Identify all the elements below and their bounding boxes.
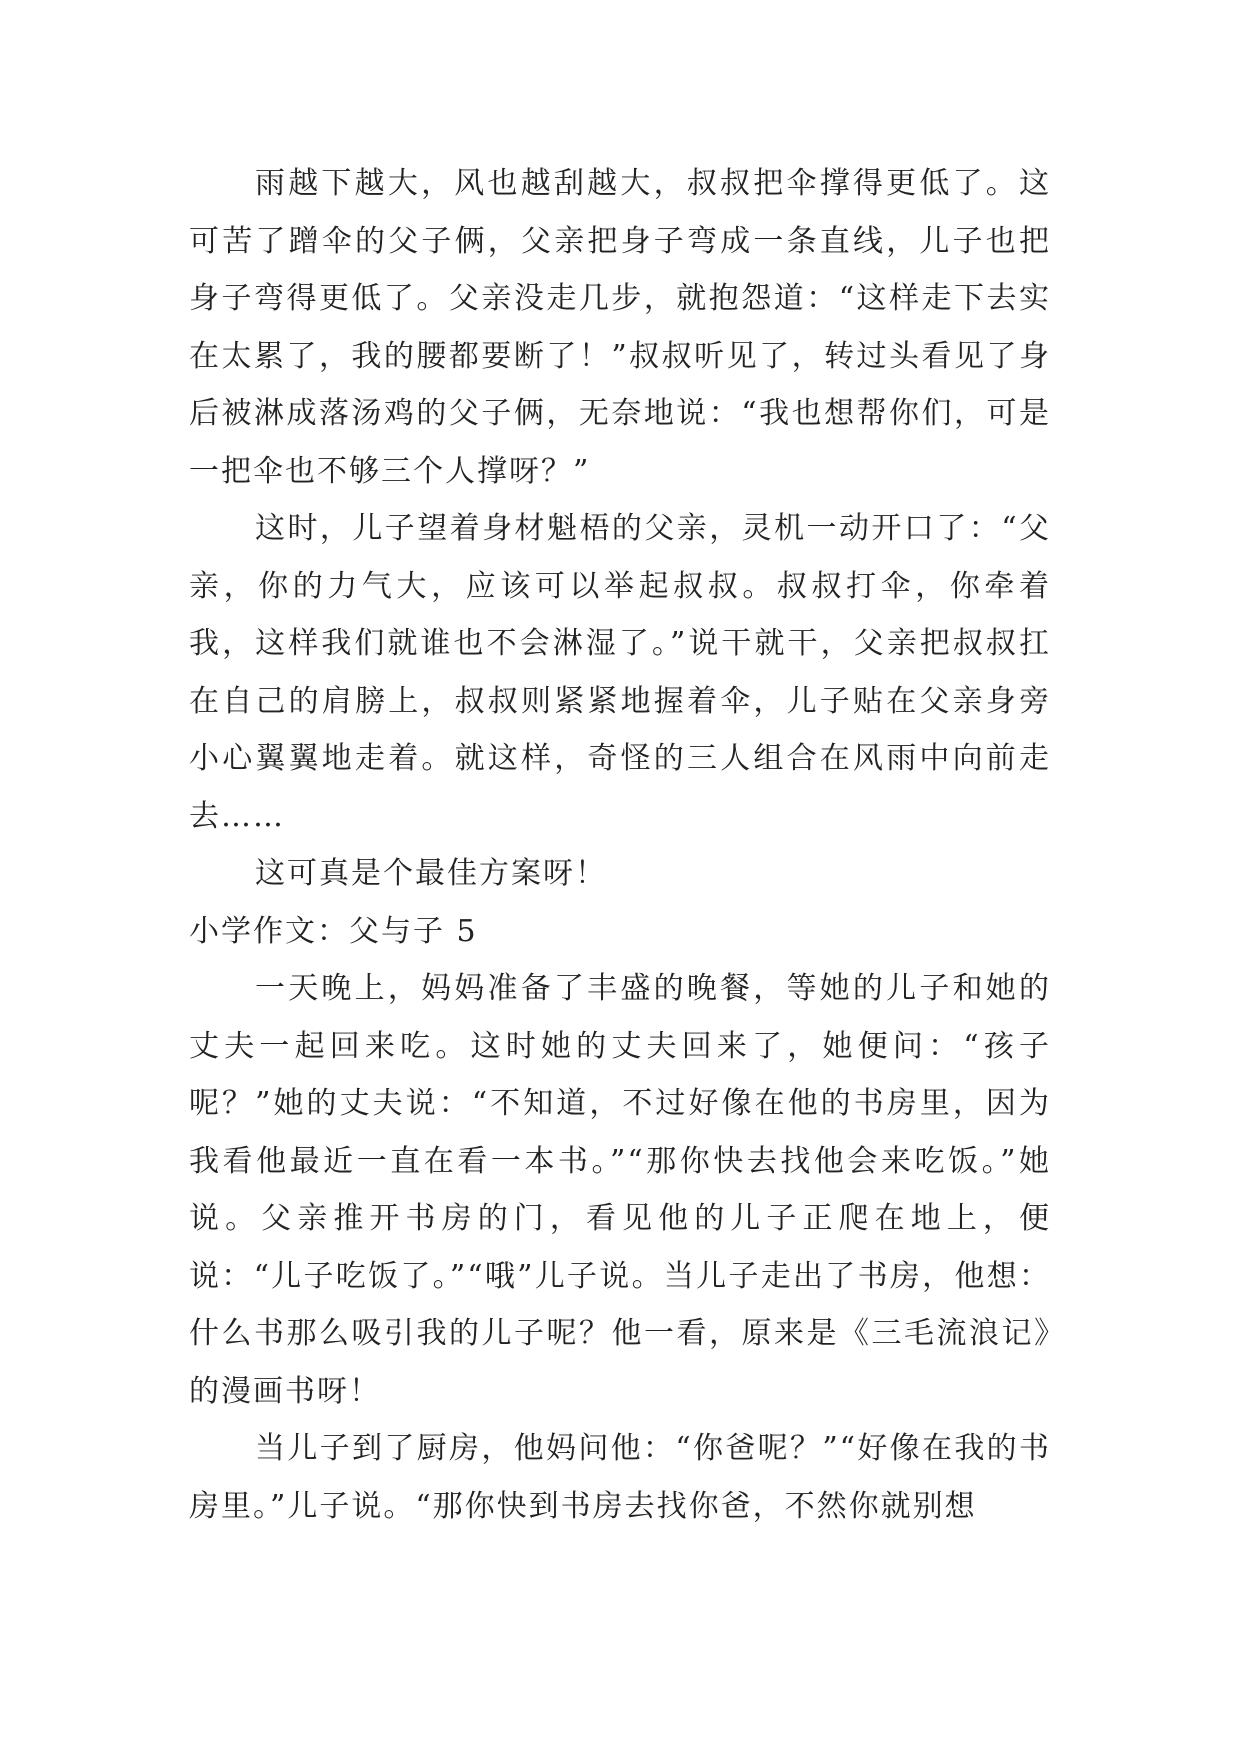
- paragraph: 雨越下越大，风也越刮越大，叔叔把伞撑得更低了。这可苦了蹭伞的父子俩，父亲把身子弯成一条直线，儿子也把身子弯得更低了。父亲没走几步，就抱怨道：“这样走下去实在太累了，我的腰都要断了！”叔叔听见了，转过头看见了身后被淋成落汤鸡的父子俩，无奈地说：“我也想帮你们，可是一把伞也不够三个人撑呀？”: [189, 166, 1051, 489]
- paragraph: 一天晚上，妈妈准备了丰盛的晚餐，等她的儿子和她的丈夫一起回来吃。这时她的丈夫回来了，她便问：“孩子呢？”她的丈夫说：“不知道，不过好像在他的书房里，因为我看他最近一直在看一本书。”“那你快去找他会来吃饭。”她说。父亲推开书房的门，看见他的儿子正爬在地上，便说：“儿子吃饭了。”“哦”儿子说。当儿子走出了书房，他想：什么书那么吸引我的儿子呢？他一看，原来是《三毛流浪记》的漫画书呀！: [189, 971, 1051, 1409]
- paragraph: 当儿子到了厨房，他妈问他：“你爸呢？”“好像在我的书房里。”儿子说。“那你快到书房去找你爸，不然你就别想: [189, 1431, 1051, 1524]
- paragraph: 这时，儿子望着身材魁梧的父亲，灵机一动开口了：“父亲，你的力气大，应该可以举起叔叔。叔叔打伞，你牵着我，这样我们就谁也不会淋湿了。”说干就干，父亲把叔叔扛在自己的肩膀上，叔叔则紧紧地握着伞，儿子贴在父亲身旁小心翼翼地走着。就这样，奇怪的三人组合在风雨中向前走去……: [189, 511, 1051, 834]
- document-body: [189, 155, 1051, 1535]
- paragraph: 这可真是个最佳方案呀！: [255, 856, 607, 891]
- section-heading: 小学作文：父与子 5: [189, 913, 478, 949]
